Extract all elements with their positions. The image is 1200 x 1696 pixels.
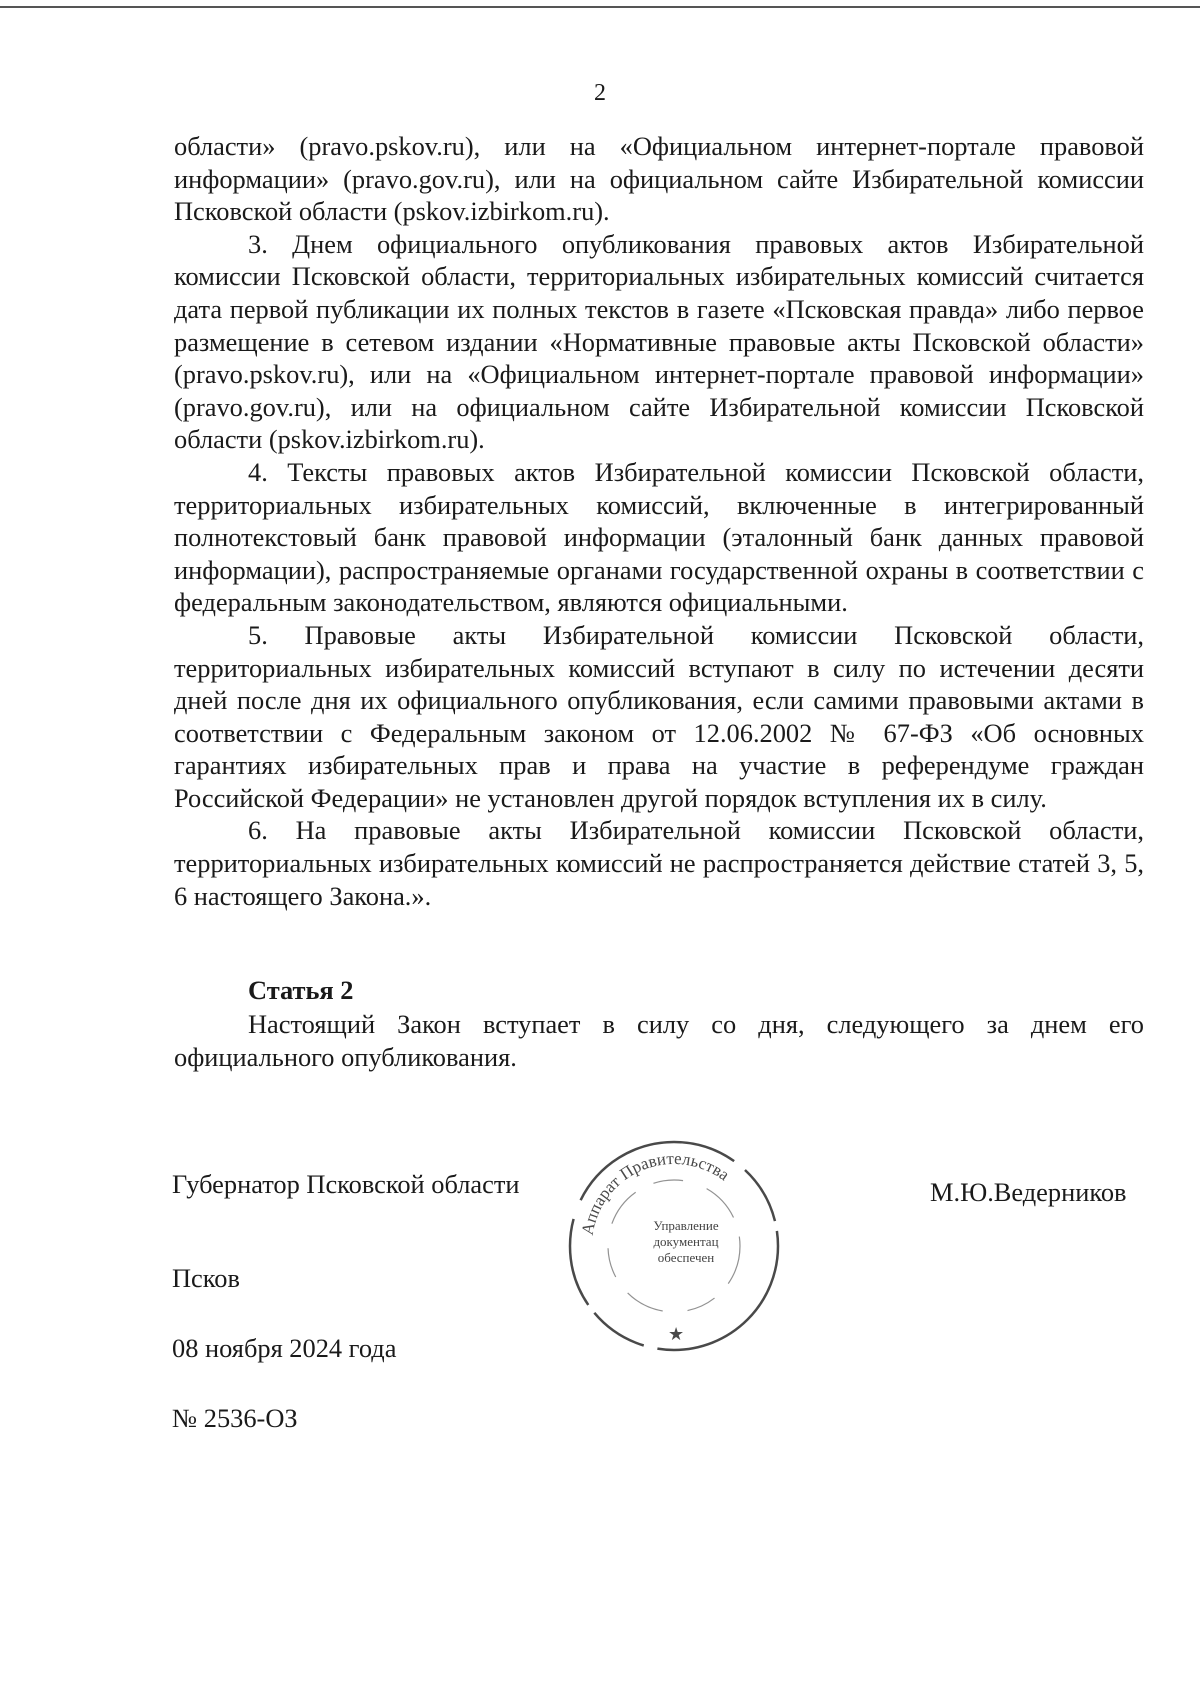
article-text: Настоящий Закон вступает в силу со дня, следующего за днем его официального опубликования.: [174, 1009, 1144, 1072]
stamp-line: обеспечен: [657, 1250, 715, 1265]
article-heading: Статья 2: [248, 975, 354, 1005]
stamp-line: документац: [653, 1234, 719, 1249]
paragraph-item-5: 5. Правовые акты Избирательной комиссии Псковской области, территориальных избирательных комиссий вступают в силу по истечении десяти дней после дня их официального опубликования, если самими правовыми актами в соответствии с Федеральным законом от 12.06.2002 № 67-ФЗ «Об основных гарантиях избирательных прав и права на участие в референдуме граждан Российской Федерации» не установлен другой порядок вступления их в силу.: [174, 619, 1144, 813]
stamp-line: Управление: [653, 1218, 719, 1233]
official-stamp: [564, 1136, 784, 1356]
paragraph-item-6: 6. На правовые акты Избирательной комиссии Псковской области, территориальных избирательных комиссий не распространяется действие статей 3, 5, 6 настоящего Закона.».: [174, 815, 1144, 911]
signing-date: 08 ноября 2024 года: [172, 1333, 397, 1363]
paragraph-item-3: 3. Днем официального опубликования правовых актов Избирательной комиссии Псковской области, территориальных избирательных комиссий считается дата первой публикации их полных текстов в газете «Псковская правда» либо первое размещение в сетевом издании «Нормативные правовые акты Псковской области» (pravo.pskov.ru), или на «Официальном интернет-портале правовой информации» (pravo.gov.ru), или на официальном сайте Избирательной комиссии Псковской области (pskov.izbirkom.ru).: [174, 228, 1144, 455]
place-of-signing: Псков: [172, 1263, 240, 1293]
governor-title: Губернатор Псковской области: [172, 1169, 520, 1199]
document-body: [174, 130, 1144, 912]
stamp-star-icon: ★: [668, 1324, 685, 1345]
top-border-line: [0, 6, 1200, 8]
paragraph-item-4: 4. Тексты правовых актов Избирательной комиссии Псковской области, территориальных избирательных комиссий, включенные в интегрированный полнотекстовый банк правовой информации (эталонный банк данных правовой информации), распространяемые органами государственной охраны в соответствии с федеральным законодательством, являются официальными.: [174, 456, 1144, 618]
stamp-ring-text: Аппарат Правительства: [577, 1148, 733, 1237]
page-number: 2: [594, 80, 606, 106]
law-number: № 2536-ОЗ: [172, 1403, 298, 1433]
governor-name: М.Ю.Ведерников: [930, 1177, 1127, 1207]
paragraph-continuation: области» (pravo.pskov.ru), или на «Официальном интернет-портале правовой информации» (pravo.gov.ru), или на официальном сайте Избирательной комиссии Псковской области (pskov.izbirkom.ru).: [174, 131, 1144, 227]
